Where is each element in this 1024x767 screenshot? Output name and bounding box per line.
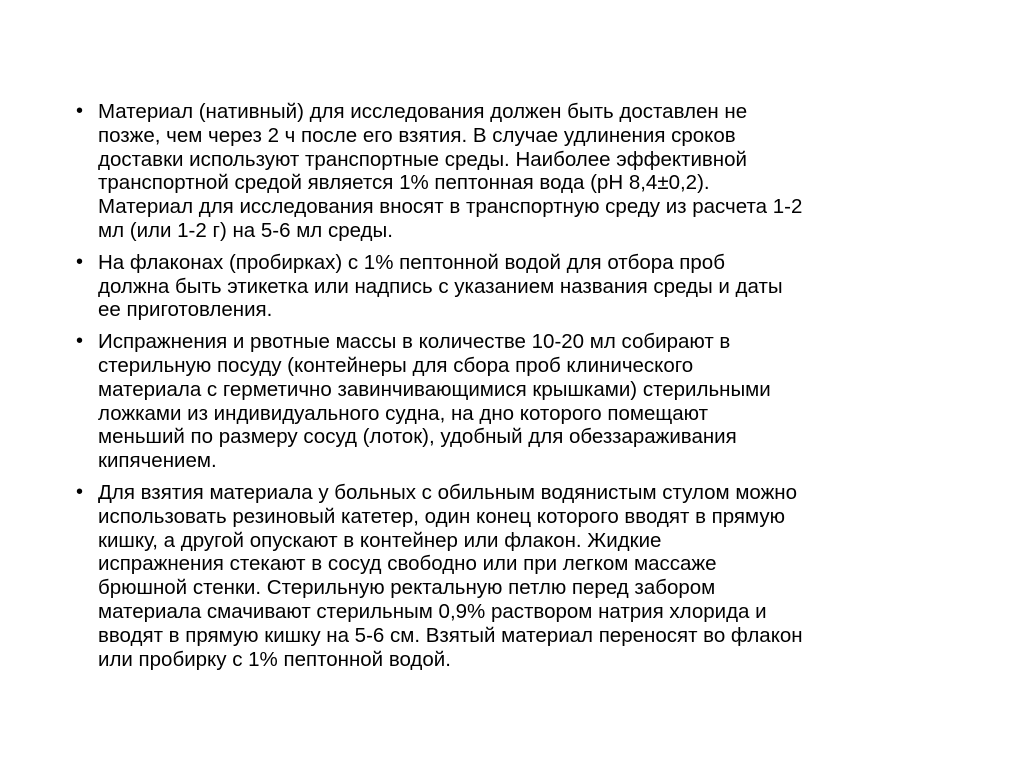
bullet-item-3: [76, 330, 956, 473]
text-line: ложками из индивидуального судна, на дно которого помещают: [98, 401, 708, 425]
text-line: ее приготовления.: [98, 298, 273, 322]
bullet-text: [98, 100, 956, 243]
text-line: Испражнения и рвотные массы в количестве 10-20 мл собирают в: [98, 330, 731, 354]
text-line: меньший по размеру сосуд (лоток), удобный для обеззараживания: [98, 425, 737, 449]
text-line: кишку, а другой опускают в контейнер или флакон. Жидкие: [98, 528, 662, 552]
text-line: На флаконах (пробирках) с 1% пептонной водой для отбора проб: [98, 250, 725, 274]
bullet-list: [76, 100, 956, 679]
bullet-icon: •: [76, 100, 84, 122]
bullet-item-2: [76, 251, 956, 322]
bullet-item-1: [76, 100, 956, 243]
text-line: брюшной стенки. Стерильную ректальную петлю перед забором: [98, 576, 716, 600]
bullet-icon: •: [76, 250, 84, 273]
text-line: использовать резиновый катетер, один конец которого вводят в прямую: [98, 504, 785, 528]
bullet-text: [98, 251, 956, 322]
text-line: вводят в прямую кишку на 5-6 см. Взятый материал переносят во флакон: [98, 623, 803, 647]
text-line: кипячением.: [98, 449, 217, 473]
bullet-icon: •: [76, 330, 84, 353]
bullet-item-4: [76, 481, 956, 671]
text-line: доставки используют транспортные среды. Наиболее эффективной: [98, 147, 747, 171]
text-line: Материал для исследования вносят в транспортную среду из расчета 1-2: [98, 195, 803, 219]
text-line: транспортной средой является 1% пептонная вода (рН 8,4±0,2).: [98, 171, 710, 195]
text-line: Материал (нативный) для исследования должен быть доставлен не: [98, 100, 748, 123]
text-line: или пробирку с 1% пептонной водой.: [98, 647, 451, 671]
text-line: мл (или 1-2 г) на 5-6 мл среды.: [98, 218, 393, 242]
text-line: испражнения стекают в сосуд свободно или при легком массаже: [98, 552, 717, 576]
text-line: стерильную посуду (контейнеры для сбора проб клинического: [98, 353, 694, 377]
text-line: Для взятия материала у больных с обильным водянистым стулом можно: [98, 480, 798, 504]
text-line: материала смачивают стерильным 0,9% раствором натрия хлорида и: [98, 599, 767, 623]
text-line: должна быть этикетка или надпись с указанием названия среды и даты: [98, 274, 783, 298]
text-line: материала с герметично завинчивающимися крышками) стерильными: [98, 377, 771, 401]
bullet-text: [98, 330, 956, 473]
bullet-text: [98, 481, 956, 671]
text-line: позже, чем через 2 ч после его взятия. В случае удлинения сроков: [98, 123, 736, 147]
bullet-icon: •: [76, 480, 84, 503]
